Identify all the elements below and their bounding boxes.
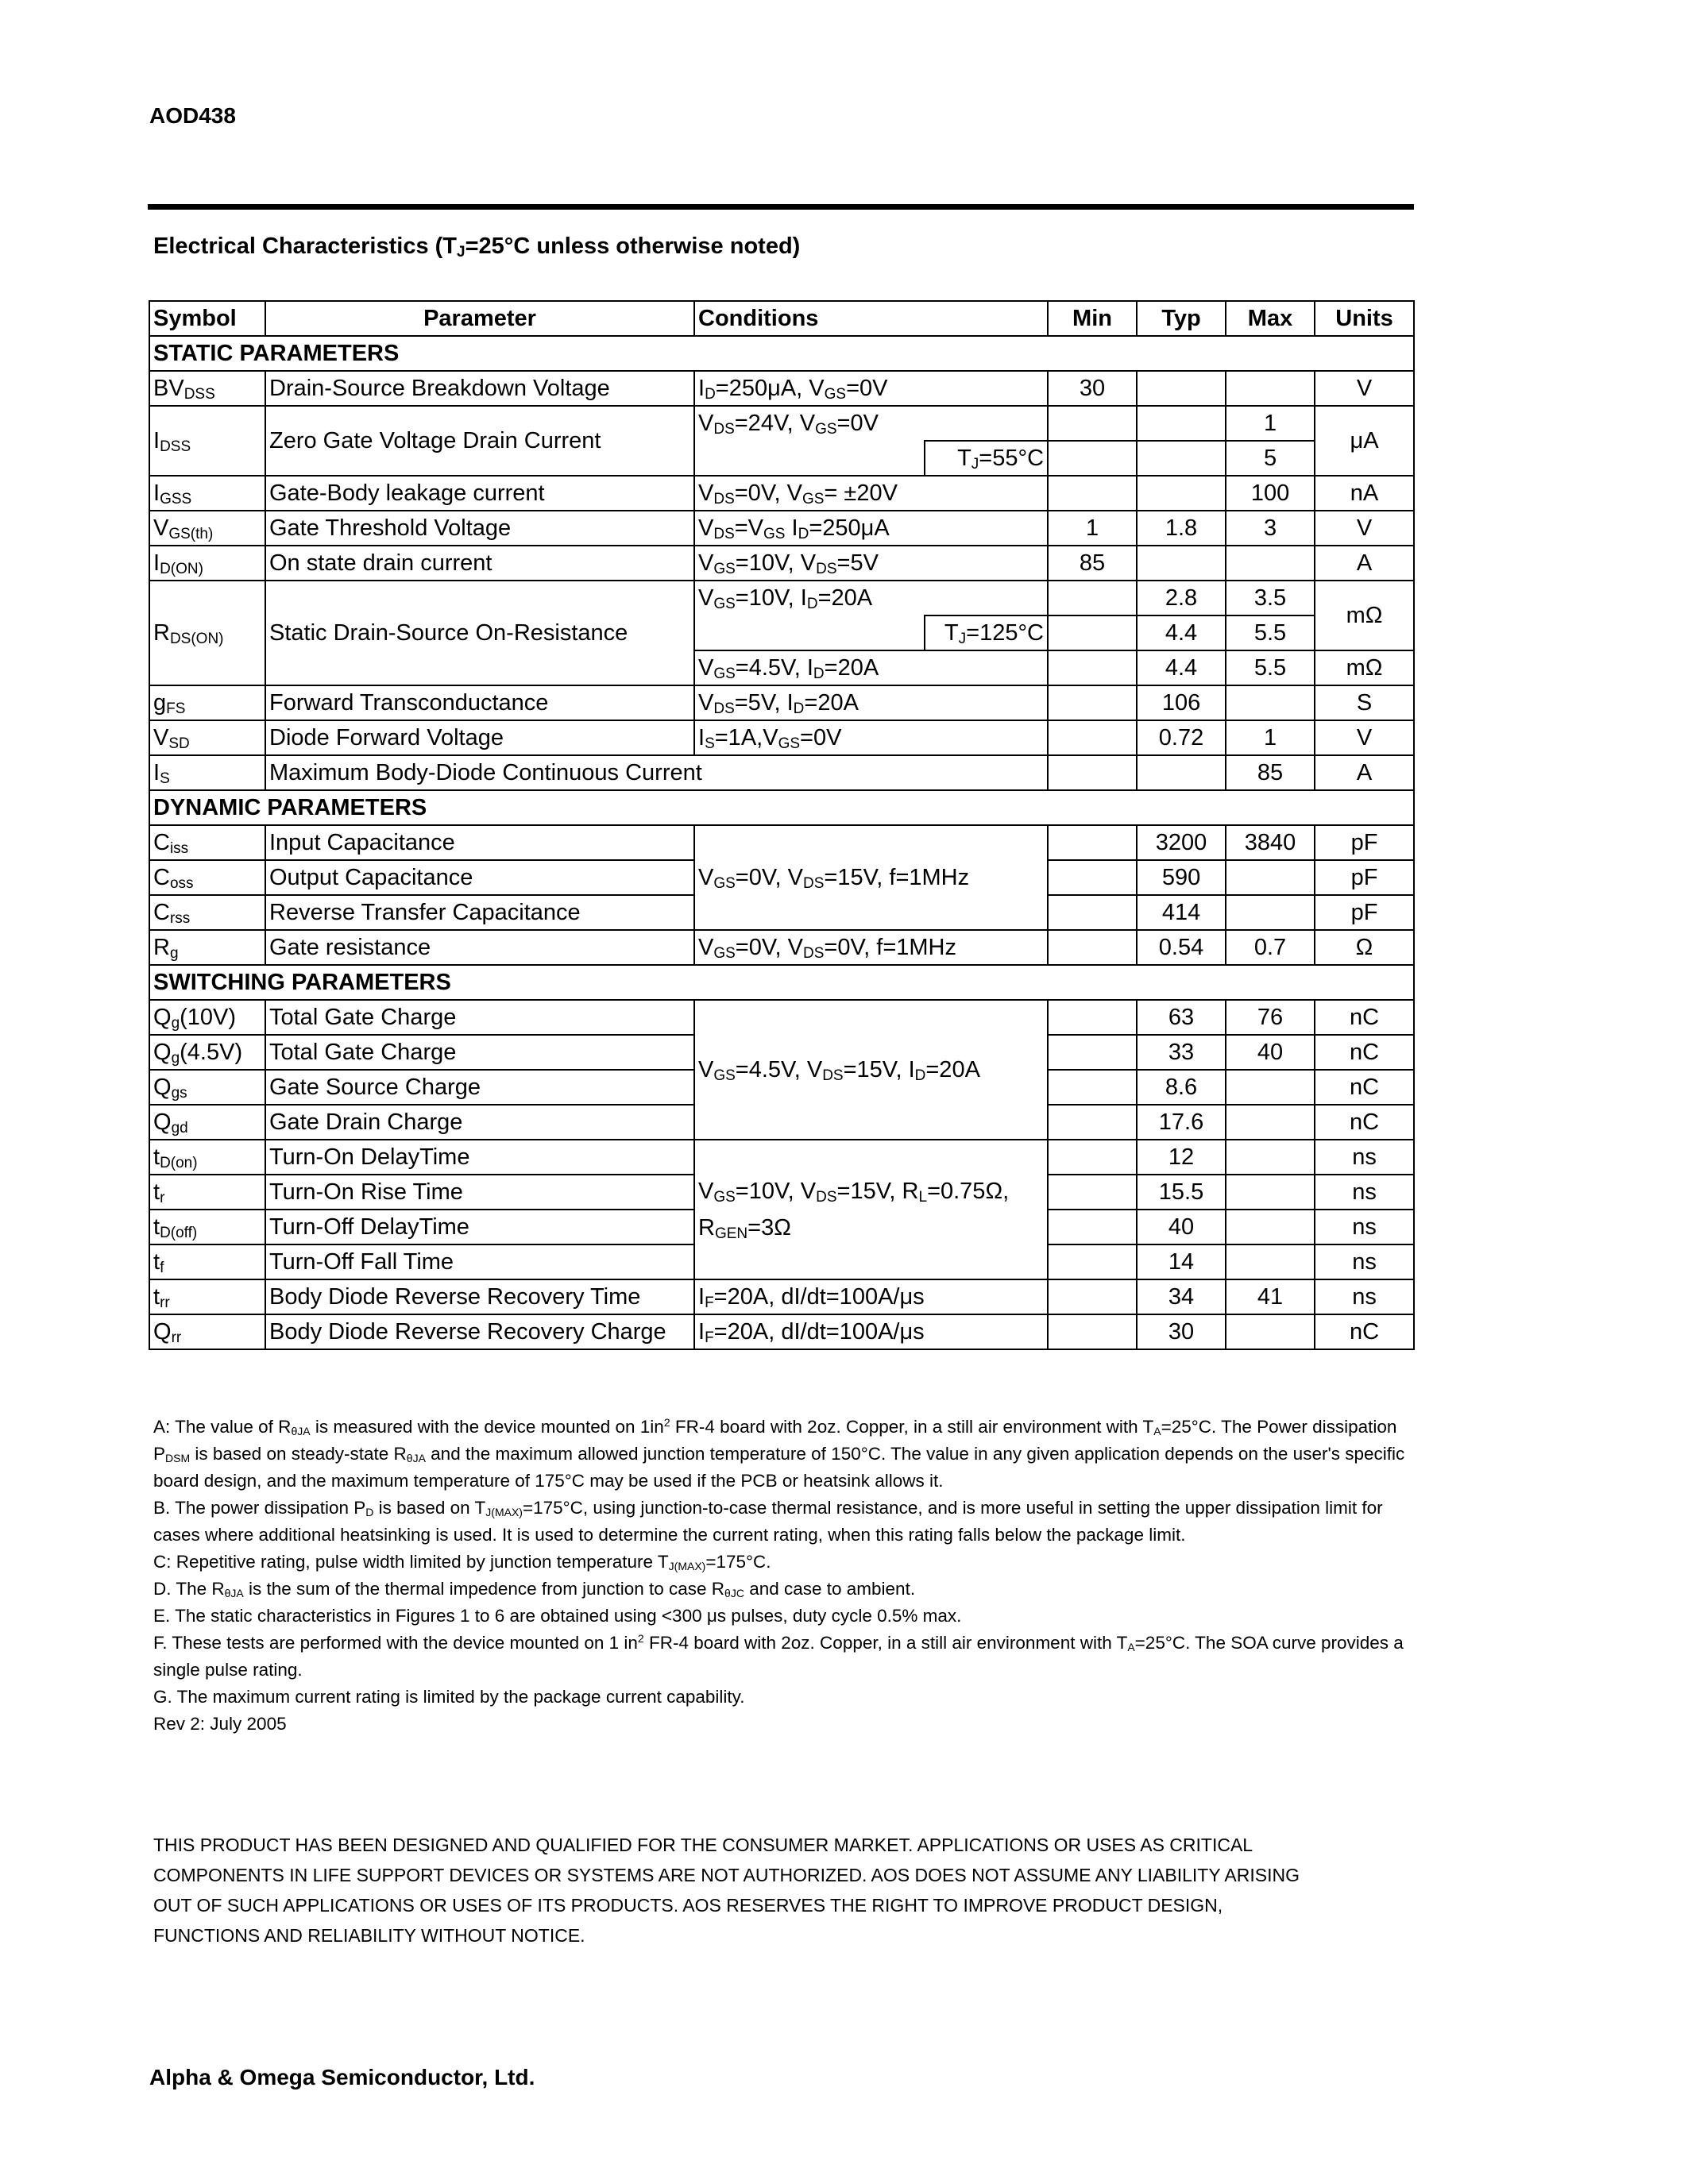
parameter-cell: Gate resistance (265, 930, 694, 965)
note-g: G. The maximum current rating is limited by the package current capability. (153, 1687, 745, 1707)
min-cell (1048, 441, 1137, 476)
min-cell (1048, 1210, 1137, 1244)
max-cell (1226, 1244, 1315, 1279)
min-cell (1048, 1279, 1137, 1314)
row-rg (149, 930, 1414, 965)
typ-cell: 8.6 (1137, 1070, 1226, 1105)
max-cell (1226, 1105, 1315, 1140)
condition-cell: $V_{GS}=4.5V$, $V_{DS}=15V$, $I_D=20A$ (694, 1000, 1048, 1140)
symbol-cell: $Q_{gs}$ (149, 1070, 265, 1105)
condition-cell: $I_F=20A$, dI/dt=100A/μs (694, 1279, 1048, 1314)
typ-cell (1137, 441, 1226, 476)
max-cell: 1 (1226, 406, 1315, 441)
parameter-cell: Turn-On Rise Time (265, 1175, 694, 1210)
footnotes (153, 1414, 1416, 1738)
part-number: AOD438 (149, 103, 236, 128)
symbol-cell: $Q_{rr}$ (149, 1314, 265, 1349)
max-cell: 85 (1226, 755, 1315, 790)
condition-cell: $V_{DS}=0V$, $V_{GS}= \pm 20V$ (694, 476, 1048, 511)
typ-cell: 4.4 (1137, 615, 1226, 650)
row-trr (149, 1279, 1414, 1314)
row-idon (149, 546, 1414, 581)
units-cell: V (1315, 371, 1414, 406)
condition-cell: $V_{DS}=V_{GS}$ $I_D=250\mu A$ (694, 511, 1048, 546)
max-cell (1226, 1210, 1315, 1244)
parameter-cell: Gate Threshold Voltage (265, 511, 694, 546)
units-cell: ns (1315, 1210, 1414, 1244)
row-rdson-1 (149, 581, 1414, 615)
symbol-cell: $g_{FS}$ (149, 685, 265, 720)
max-cell (1226, 546, 1315, 581)
max-cell: 1 (1226, 720, 1315, 755)
typ-cell: 4.4 (1137, 650, 1226, 685)
min-cell: 30 (1048, 371, 1137, 406)
units-cell: mΩ (1315, 581, 1414, 650)
section-switching: SWITCHING PARAMETERS (149, 965, 1414, 1000)
table-header-row (149, 301, 1414, 336)
typ-cell: 30 (1137, 1314, 1226, 1349)
units-cell: nA (1315, 476, 1414, 511)
row-ciss (149, 825, 1414, 860)
parameter-cell: Total Gate Charge (265, 1000, 694, 1035)
max-cell: 40 (1226, 1035, 1315, 1070)
parameter-cell: Input Capacitance (265, 825, 694, 860)
min-cell: 85 (1048, 546, 1137, 581)
revision: Rev 2: July 2005 (153, 1714, 287, 1734)
units-cell: pF (1315, 895, 1414, 930)
row-is (149, 755, 1414, 790)
min-cell (1048, 895, 1137, 930)
units-cell: nC (1315, 1035, 1414, 1070)
units-cell: A (1315, 755, 1414, 790)
symbol-cell: $V_{SD}$ (149, 720, 265, 755)
typ-cell: 0.54 (1137, 930, 1226, 965)
symbol-cell: $I_{GSS}$ (149, 476, 265, 511)
symbol-cell: $Q_g(10V)$ (149, 1000, 265, 1035)
row-tdon (149, 1140, 1414, 1175)
typ-cell: 33 (1137, 1035, 1226, 1070)
row-qrr (149, 1314, 1414, 1349)
row-gfs (149, 685, 1414, 720)
symbol-cell: $V_{GS(th)}$ (149, 511, 265, 546)
units-cell: ns (1315, 1279, 1414, 1314)
min-cell (1048, 1140, 1137, 1175)
typ-cell: 0.72 (1137, 720, 1226, 755)
parameter-cell: On state drain current (265, 546, 694, 581)
min-cell (1048, 720, 1137, 755)
header-rule (148, 204, 1414, 210)
col-units: Units (1315, 301, 1414, 336)
condition-cell: $V_{GS}=0V$, $V_{DS}=0V$, f=1MHz (694, 930, 1048, 965)
typ-cell (1137, 546, 1226, 581)
max-cell (1226, 1140, 1315, 1175)
typ-cell: 12 (1137, 1140, 1226, 1175)
company-name: Alpha & Omega Semiconductor, Ltd. (149, 2065, 535, 2089)
max-cell (1226, 1175, 1315, 1210)
units-cell: ns (1315, 1175, 1414, 1210)
typ-cell: 414 (1137, 895, 1226, 930)
max-cell: 5.5 (1226, 615, 1315, 650)
section-static: STATIC PARAMETERS (149, 336, 1414, 371)
parameter-cell: Turn-Off DelayTime (265, 1210, 694, 1244)
symbol-cell: $Q_{gd}$ (149, 1105, 265, 1140)
min-cell (1048, 1314, 1137, 1349)
min-cell (1048, 1035, 1137, 1070)
max-cell (1226, 1314, 1315, 1349)
min-cell (1048, 650, 1137, 685)
min-cell (1048, 1000, 1137, 1035)
units-cell: pF (1315, 860, 1414, 895)
typ-cell: 15.5 (1137, 1175, 1226, 1210)
section-dynamic: DYNAMIC PARAMETERS (149, 790, 1414, 825)
symbol-cell: $t_r$ (149, 1175, 265, 1210)
note-c: C: Repetitive rating, pulse width limited by junction temperature $T_{J(MAX)}=175^\circ C$. (153, 1552, 771, 1572)
symbol-cell: $BV_{DSS}$ (149, 371, 265, 406)
parameter-cell: Gate Source Charge (265, 1070, 694, 1105)
col-typ: Typ (1137, 301, 1226, 336)
symbol-cell: $I_{D(ON)}$ (149, 546, 265, 581)
col-parameter: Parameter (265, 301, 694, 336)
min-cell (1048, 1175, 1137, 1210)
typ-cell: 3200 (1137, 825, 1226, 860)
symbol-cell: $Q_g(4.5V)$ (149, 1035, 265, 1070)
condition-spacer (694, 615, 925, 650)
parameter-cell: Forward Transconductance (265, 685, 694, 720)
parameter-cell: Diode Forward Voltage (265, 720, 694, 755)
units-cell: nC (1315, 1314, 1414, 1349)
disclaimer-line: FUNCTIONS AND RELIABILITY WITHOUT NOTICE. (153, 1925, 585, 1946)
typ-cell (1137, 406, 1226, 441)
note-f: F. These tests are performed with the device mounted on 1 $in^2$ FR-4 board with 2oz. Copper, in a still air environment with $T_A=25^\circ C$. The SOA curve provides a single pulse rating. (153, 1632, 1404, 1680)
title-suffix: =25°C unless otherwise noted) (465, 233, 801, 259)
typ-cell: 14 (1137, 1244, 1226, 1279)
symbol-cell: $t_{D(on)}$ (149, 1140, 265, 1175)
min-cell (1048, 860, 1137, 895)
col-max: Max (1226, 301, 1315, 336)
condition-cell: $V_{GS}=10V$, $I_D=20A$ (694, 581, 1048, 615)
parameter-cell: Turn-On DelayTime (265, 1140, 694, 1175)
condition-cell: $I_D=250\mu A$, $V_{GS}=0V$ (694, 371, 1048, 406)
condition-cell: $I_S=1A,V_{GS}=0V$ (694, 720, 1048, 755)
min-cell (1048, 581, 1137, 615)
units-cell: ns (1315, 1244, 1414, 1279)
min-cell (1048, 1070, 1137, 1105)
row-bvdss (149, 371, 1414, 406)
min-cell (1048, 615, 1137, 650)
typ-cell: 40 (1137, 1210, 1226, 1244)
max-cell (1226, 685, 1315, 720)
min-cell: 1 (1048, 511, 1137, 546)
row-vgsth (149, 511, 1414, 546)
min-cell (1048, 755, 1137, 790)
units-cell: S (1315, 685, 1414, 720)
condition-cell: $V_{DS}=24V$, $V_{GS}=0V$ (694, 406, 1048, 441)
typ-cell: 1.8 (1137, 511, 1226, 546)
note-a: A: The value of $R_{\theta JA}$ is measured with the device mounted on $1in^2$ FR-4 board with 2oz. Copper, in a still air environment with $T_A=25^\circ C$. The Power dissipation $P_{DSM}$ is based on steady-state $R_{\theta JA}$ and the maximum allowed junction temperature of 150°C. The value in any given application depends on the user's specific board design, and the maximum temperature of 175°C may be used if the PCB or heatsink allows it. (153, 1416, 1405, 1491)
parameter-cell: Body Diode Reverse Recovery Time (265, 1279, 694, 1314)
units-cell: nC (1315, 1070, 1414, 1105)
symbol-cell: $I_{DSS}$ (149, 406, 265, 476)
units-cell: μA (1315, 406, 1414, 476)
condition-cell: $V_{GS}=4.5V$, $I_D=20A$ (694, 650, 1048, 685)
symbol-cell: $R_{DS(ON)}$ (149, 581, 265, 685)
typ-cell: 17.6 (1137, 1105, 1226, 1140)
symbol-cell: $I_S$ (149, 755, 265, 790)
table-title (153, 233, 800, 260)
min-cell (1048, 406, 1137, 441)
max-cell: 3 (1226, 511, 1315, 546)
parameter-cell: Reverse Transfer Capacitance (265, 895, 694, 930)
units-cell: mΩ (1315, 650, 1414, 685)
row-idss-1 (149, 406, 1414, 441)
disclaimer-line: COMPONENTS IN LIFE SUPPORT DEVICES OR SYSTEMS ARE NOT AUTHORIZED. AOS DOES NOT ASSUME ANY LIABILITY ARISING (153, 1865, 1300, 1885)
symbol-cell: $C_{rss}$ (149, 895, 265, 930)
note-b: B. The power dissipation $P_D$ is based on $T_{J(MAX)}=175^\circ C$, using junction-to-case thermal resistance, and is more useful in setting the upper dissipation limit for cases where additional heatsinking is used. It is used to determine the current rating, when this rating falls below the package limit. (153, 1498, 1383, 1545)
typ-cell (1137, 755, 1226, 790)
parameter-cell: Output Capacitance (265, 860, 694, 895)
units-cell: nC (1315, 1105, 1414, 1140)
min-cell (1048, 476, 1137, 511)
parameter-cell: Maximum Body-Diode Continuous Current (265, 755, 1048, 790)
condition-cell: $V_{GS}=0V$, $V_{DS}=15V$, f=1MHz (694, 825, 1048, 930)
row-igss (149, 476, 1414, 511)
typ-cell (1137, 371, 1226, 406)
typ-cell (1137, 476, 1226, 511)
units-cell: ns (1315, 1140, 1414, 1175)
max-cell: 76 (1226, 1000, 1315, 1035)
parameter-cell: Turn-Off Fall Time (265, 1244, 694, 1279)
typ-cell: 34 (1137, 1279, 1226, 1314)
max-cell: 3.5 (1226, 581, 1315, 615)
units-cell: nC (1315, 1000, 1414, 1035)
units-cell: pF (1315, 825, 1414, 860)
symbol-cell: $t_f$ (149, 1244, 265, 1279)
units-cell: A (1315, 546, 1414, 581)
max-cell: 5.5 (1226, 650, 1315, 685)
note-d: D. The $R_{\theta JA}$ is the sum of the thermal impedence from junction to case $R_{\theta JC}$ and case to ambient. (153, 1579, 916, 1599)
typ-cell: 590 (1137, 860, 1226, 895)
title-prefix: Electrical Characteristics (T (153, 233, 458, 259)
symbol-cell: $C_{oss}$ (149, 860, 265, 895)
parameter-cell: Body Diode Reverse Recovery Charge (265, 1314, 694, 1349)
condition-spacer (694, 441, 925, 476)
parameter-cell: Drain-Source Breakdown Voltage (265, 371, 694, 406)
condition-cell: $V_{GS}=10V$, $V_{DS}=5V$ (694, 546, 1048, 581)
parameter-cell: Static Drain-Source On-Resistance (265, 581, 694, 685)
min-cell (1048, 1244, 1137, 1279)
max-cell: 100 (1226, 476, 1315, 511)
symbol-cell: $t_{D(off)}$ (149, 1210, 265, 1244)
min-cell (1048, 1105, 1137, 1140)
electrical-characteristics-table (149, 300, 1415, 1350)
symbol-cell: $C_{iss}$ (149, 825, 265, 860)
min-cell (1048, 930, 1137, 965)
units-cell: V (1315, 511, 1414, 546)
max-cell (1226, 371, 1315, 406)
parameter-cell: Gate-Body leakage current (265, 476, 694, 511)
tj-condition-cell: $T_J=55^\circ C$ (925, 441, 1048, 476)
row-qg10 (149, 1000, 1414, 1035)
col-min: Min (1048, 301, 1137, 336)
parameter-cell: Total Gate Charge (265, 1035, 694, 1070)
tj-condition-cell: $T_J=125^\circ C$ (925, 615, 1048, 650)
disclaimer (153, 1830, 1424, 1951)
max-cell (1226, 860, 1315, 895)
units-cell: Ω (1315, 930, 1414, 965)
max-cell: 41 (1226, 1279, 1315, 1314)
symbol-cell: $t_{rr}$ (149, 1279, 265, 1314)
parameter-cell: Gate Drain Charge (265, 1105, 694, 1140)
units-cell: V (1315, 720, 1414, 755)
col-symbol: Symbol (149, 301, 265, 336)
typ-cell: 2.8 (1137, 581, 1226, 615)
row-vsd (149, 720, 1414, 755)
col-conditions: Conditions (694, 301, 1048, 336)
disclaimer-line: OUT OF SUCH APPLICATIONS OR USES OF ITS PRODUCTS. AOS RESERVES THE RIGHT TO IMPROVE PRODUCT DESIGN, (153, 1895, 1223, 1916)
max-cell: 5 (1226, 441, 1315, 476)
max-cell (1226, 895, 1315, 930)
disclaimer-line: THIS PRODUCT HAS BEEN DESIGNED AND QUALIFIED FOR THE CONSUMER MARKET. APPLICATIONS OR USES AS CRITICAL (153, 1835, 1253, 1855)
title-sub: J (457, 244, 465, 260)
symbol-cell: $R_g$ (149, 930, 265, 965)
condition-cell: $V_{DS}=5V$, $I_D=20A$ (694, 685, 1048, 720)
min-cell (1048, 685, 1137, 720)
max-cell (1226, 1070, 1315, 1105)
min-cell (1048, 825, 1137, 860)
max-cell: 0.7 (1226, 930, 1315, 965)
typ-cell: 63 (1137, 1000, 1226, 1035)
note-e: E. The static characteristics in Figures 1 to 6 are obtained using <300 μs pulses, duty cycle 0.5% max. (153, 1606, 962, 1626)
max-cell: 3840 (1226, 825, 1315, 860)
condition-cell: $V_{GS}=10V$, $V_{DS}=15V$, $R_L=0.75\Omega$, $R_{GEN}=3\Omega$ (694, 1140, 1048, 1279)
parameter-cell: Zero Gate Voltage Drain Current (265, 406, 694, 476)
typ-cell: 106 (1137, 685, 1226, 720)
condition-cell: $I_F=20A$, dI/dt=100A/μs (694, 1314, 1048, 1349)
